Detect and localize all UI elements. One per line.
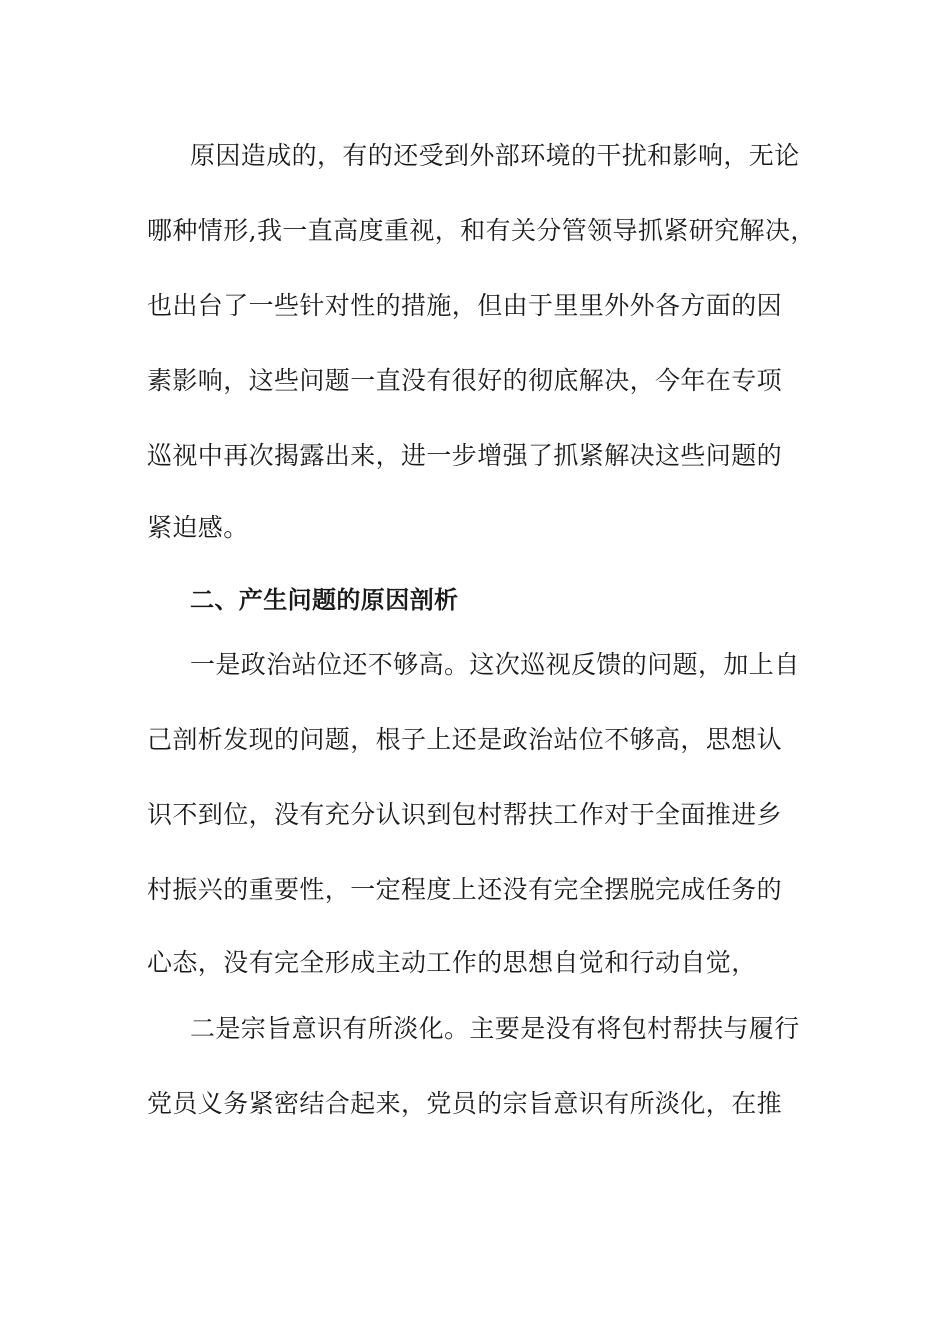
paragraph-2-line-5: 心态，没有完全形成主动工作的思想自觉和行动自觉，	[147, 948, 757, 977]
paragraph-1-line-1: 原因造成的，有的还受到外部环境的干扰和影响，无论	[190, 141, 800, 170]
paragraph-1-line-5: 巡视中再次揭露出来，进一步增强了抓紧解决这些问题的	[147, 441, 783, 470]
paragraph-1-line-2: 哪种情形,我一直高度重视，和有关分管领导抓紧研究解决，	[147, 216, 816, 245]
paragraph-2-line-4: 村振兴的重要性，一定程度上还没有完全摆脱完成任务的	[147, 875, 783, 904]
paragraph-1-line-4: 素影响，这些问题一直没有很好的彻底解决，今年在专项	[147, 366, 783, 395]
paragraph-1-line-3: 也出台了一些针对性的措施，但由于里里外外各方面的因	[147, 291, 783, 320]
paragraph-1-line-6: 紧迫感。	[147, 513, 249, 542]
paragraph-3-line-1: 二是宗旨意识有所淡化。主要是没有将包村帮扶与履行	[190, 1014, 800, 1043]
paragraph-2-line-2: 己剖析发现的问题，根子上还是政治站位不够高，思想认	[147, 725, 783, 754]
paragraph-2-line-3: 识不到位，没有充分认识到包村帮扶工作对于全面推进乡	[147, 800, 783, 829]
section-heading: 二、产生问题的原因剖析	[190, 586, 459, 614]
paragraph-3-line-2: 党员义务紧密结合起来，党员的宗旨意识有所淡化，在推	[147, 1089, 783, 1118]
paragraph-2-line-1: 一是政治站位还不够高。这次巡视反馈的问题，加上自	[190, 650, 800, 679]
